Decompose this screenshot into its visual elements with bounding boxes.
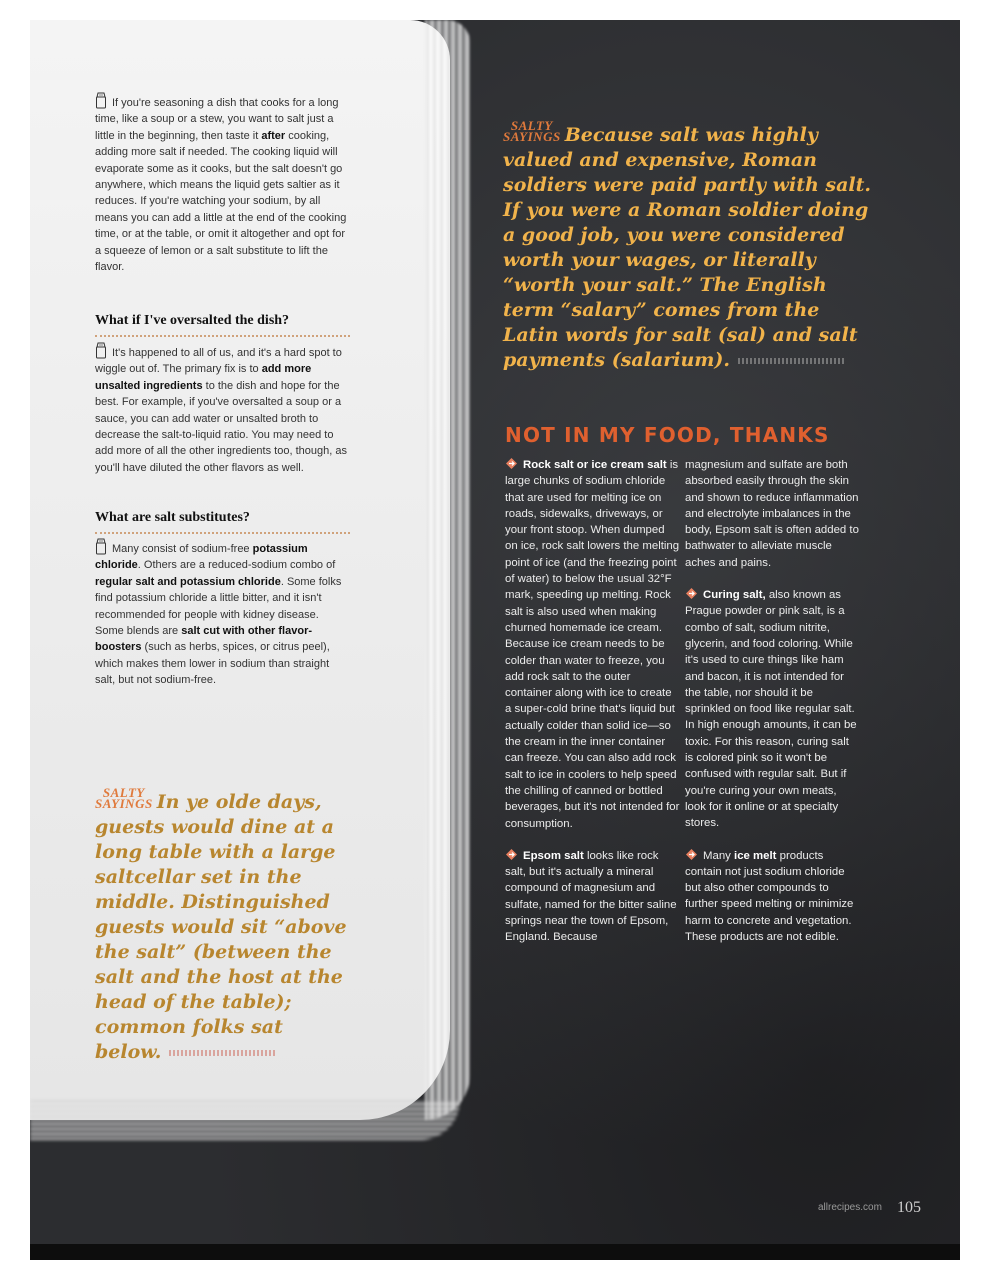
salt-edge [425, 20, 470, 1120]
salty-sayings-kicker: SALTY SAYINGS [503, 118, 561, 144]
diamond-arrow-icon [505, 457, 518, 470]
salty-sayings-quote-right: SALTY SAYINGS Because salt was highly valued and expensive, Roman soldiers were paid partly with salt. If you were a Roman soldier doing a good job, you were considered worth your wages, or literally “worth your salt.” The English term “salary” comes from the Latin words for salt (sal) and salt payments (salarium). [503, 118, 872, 371]
diamond-arrow-icon [505, 848, 518, 861]
item-epsom-salt: Epsom salt looks like rock salt, but it's actually a mineral compound of magnesium and sulfate, named for the bitter saline springs near the town of Epsom, England. Because [505, 849, 677, 944]
diamond-arrow-icon [685, 587, 698, 600]
tip-oversalted [95, 342, 350, 476]
salt-shaker-icon [95, 538, 107, 555]
tip-substitutes-text: Many consist of sodium-free potassium chloride. Others are a reduced-sodium combo of regular salt and potassium chloride. Some folks find potassium chloride a little bitter, and it isn't recommended for people with kidney disease. Some blends are salt cut with other flavor-boosters (such as herbs, spices, or citrus peel), which makes them lower in sodium than straight salt, but not sodium-free. [95, 538, 350, 689]
dotted-rule [169, 1050, 277, 1056]
item-curing-salt: Curing salt, also known as Prague powder or pink salt, is a combo of salt, sodium nitrite, glycerin, and food coloring. While it's used to cure things like ham and bacon, it is not intended for the table, nor should it be sprinkled on food like regular salt. In high enough amounts, it can be toxic. For this reason, curing salt is colored pink so it won't be confused with regular salt. But if you're curing your own meats, look for it online or at specialty stores. [685, 589, 857, 830]
item-ice-melt: Many ice melt products contain not just sodium chloride but also other compounds to further speed melting or minimize harm to concrete and vegetation. These products are not edible. [685, 849, 854, 944]
salty-sayings-kicker: SALTY SAYINGS [95, 785, 153, 811]
item-rock-salt: Rock salt or ice cream salt is large chunks of sodium chloride that are used for melting ice on roads, sidewalks, driveways, or your front stoop. When dumped on ice, rock salt lowers the melting point of ice (and the freezing point of water) to below the usual 32°F mark, speeding up melting. Rock salt is also used when making churned homemade ice cream. Because ice cream needs to be colder than water to freeze, you add rock salt to the outer container along with ice to create a super-cold brine that's liquid but actually colder than solid ice—so the cream in the inner container can freeze. You can also add rock salt to ice in coolers to help speed the chilling of canned or bottled beverages, but it's not intended for consumption. [505, 459, 680, 830]
section-title: NOT IN MY FOOD, THANKS [505, 423, 830, 447]
folio-site: allrecipes.com [818, 1202, 882, 1213]
salt-shaker-icon [95, 342, 107, 359]
tip-oversalted-text: It's happened to all of us, and it's a hard spot to wiggle out of. The primary fix is to add more unsalted ingredients to the dish and hope for the best. For example, if you've oversalted a soup or a sauce, you can add water or unsalted broth to decrease the salt-to-liquid ratio. You may need to add more of all the other ingredients too, though, as you'll have diluted the other flavors as well. [95, 342, 350, 476]
question-oversalted: What if I've oversalted the dish? [95, 313, 350, 337]
column-two [685, 457, 860, 961]
tip-seasoning-text: If you're seasoning a dish that cooks for a long time, like a soup or a stew, you want to salt just a little in the beginning, then taste it after cooking, adding more salt if needed. The cooking liquid will evaporate some as it cooks, but the salt doesn't go anywhere, which means the liquid gets saltier as it reduces. If you're watching your sodium, by all means you can add a little at the end of the cooking time, or at the table, or omit it altogether and opt for a squeeze of lemon or a salt substitute to lift the flavor. [95, 92, 350, 275]
page-number: 105 [897, 1199, 921, 1216]
question-substitutes: What are salt substitutes? [95, 510, 350, 534]
salty-sayings-quote-left: SALTY SAYINGS In ye olde days, guests would dine at a long table with a large saltcellar set in the middle. Distinguished guests would sit “above the salt” (between the salt and the host at the head of the table); common folks sat below. [95, 785, 347, 1063]
column-one [505, 457, 680, 962]
item-epsom-salt-continued: magnesium and sulfate are both absorbed easily through the skin and shown to reduce inflammation and electrolyte imbalances in the body, Epsom salt is often added to bathwater to alleviate muscle aches and pains. [685, 459, 859, 569]
salt-bottom-edge [30, 1100, 460, 1140]
tip-seasoning [95, 92, 350, 275]
diamond-arrow-icon [685, 848, 698, 861]
dotted-rule [738, 358, 846, 364]
tip-substitutes [95, 538, 350, 689]
salt-shaker-icon [95, 92, 107, 109]
bottom-bar [30, 1244, 960, 1260]
